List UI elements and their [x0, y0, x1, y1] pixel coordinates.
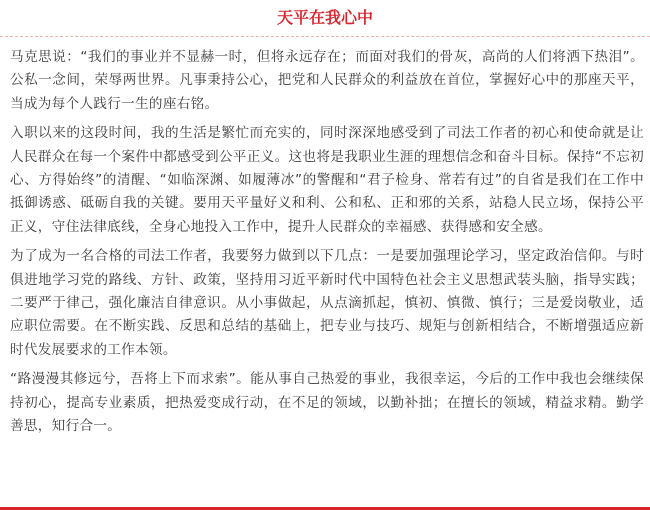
article-body [10, 46, 644, 445]
paragraph-2: 入职以来的这段时间，我的生活是繁忙而充实的，同时深深地感受到了司法工作者的初心和使命就是让人民群众在每一个案件中都感受到公平正义。这也将是我职业生涯的理想信念和奋斗目标。保持“不忘初心、方得始终”的清醒、“如临深渊、如履薄冰”的警醒和“君子检身、常若有过”的自省是我们在工作中抵御诱惑、砥砺自我的关键。要用天平量好义和利、公和私、正和邪的关系，站稳人民立场，保持公平正义，守住法律底线，全身心地投入工作中，提升人民群众的幸福感、获得感和安全感。 [10, 125, 644, 235]
title-divider [0, 36, 650, 37]
paragraph-3: 为了成为一名合格的司法工作者，我要努力做到以下几点：一是要加强理论学习，坚定政治信仰。与时俱进地学习党的路线、方针、政策，坚持用习近平新时代中国特色社会主义思想武装头脑，指导实践；二要严于律己，强化廉洁自律意识。从小事做起，从点滴抓起，慎初、慎微、慎行；三是爱岗敬业，适应职位需要。在不断实践、反思和总结的基础上，把专业与技巧、规矩与创新相结合，不断增强适应新时代发展要求的工作本领。 [10, 248, 644, 358]
paragraph-4: “路漫漫其修远兮，吾将上下而求索”。能从事自己热爱的事业，我很幸运，今后的工作中我也会继续保持初心，提高专业素质，把热爱变成行动，在不足的领域，以勤补拙；在擅长的领域，精益求精。勤学善思，知行合一。 [10, 371, 644, 435]
article-title: 天平在我心中 [276, 8, 373, 27]
paragraph-1: 马克思说：“我们的事业并不显赫一时，但将永远存在；而面对我们的骨灰，高尚的人们将洒下热泪”。公私一念间，荣辱两世界。凡事秉持公心，把党和人民群众的利益放在首位，掌握好心中的那座天平，当成为每个人践行一生的座右铭。 [10, 49, 644, 112]
